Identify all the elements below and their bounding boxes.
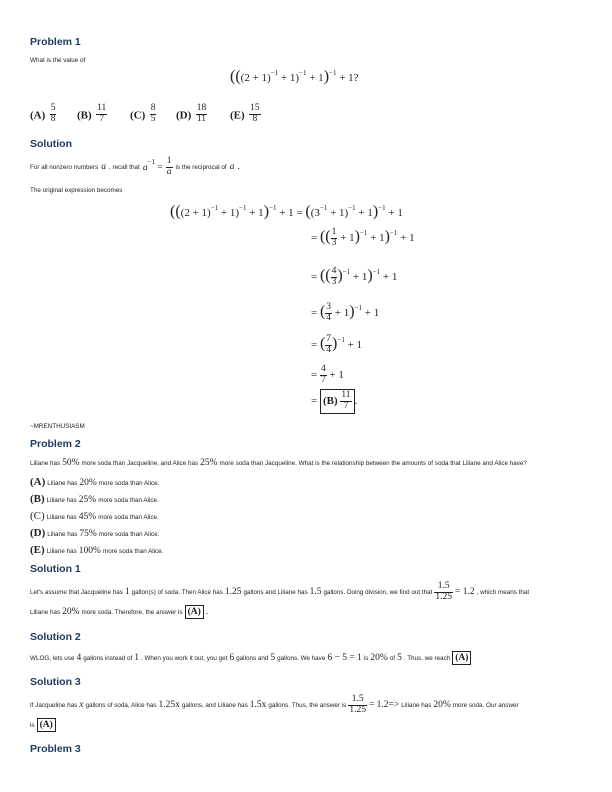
derivation-line-4: = ( $\frac{3}{4}$ + 1)$^{-1}$ + 1 [311,302,380,323]
ratio-fraction: $\frac{1.5}{1.25}$ [349,694,366,715]
problem-1-choice-e [230,104,261,125]
problem-2-choice-a: (A) Liliane has 20% more soda than Alice. [30,476,160,488]
choice-letter: (D) [176,109,192,122]
derivation-line-7: = (B) $\frac{11}{7}$ . [311,389,357,414]
intro-text: For all nonzero numbers [30,163,99,171]
problem-1-question: What is the value of [30,57,86,64]
answer-box: (A) [452,651,471,665]
answer-box: (A) [185,605,204,619]
solution-2-heading: Solution 2 [30,631,81,643]
solution-author: ~MRENTHUSIASM [30,423,85,430]
problem-1-choice-c [130,104,156,125]
problem-2-heading: Problem 2 [30,438,81,450]
choice-fraction: $\frac{15}{8}$ [250,103,260,124]
choice-fraction: $\frac{5}{8}$ [50,103,56,124]
solution-3-heading: Solution 3 [30,676,81,688]
problem-2-choice-b: (B) Liliane has 25% more soda than Alice. [30,493,159,505]
var-a: a [229,162,235,173]
choice-letter: (B) [77,109,92,122]
reciprocal-fraction: $\frac{1}{a}$ [166,156,172,177]
var-a: a [101,162,106,173]
problem-2-choice-e: (E) Liliane has 100% more soda than Alice. [30,544,164,556]
choice-letter: (A) [30,109,46,122]
problem-1-choices [30,104,56,125]
intro-text: is the reciprocal of [175,163,227,171]
choice-fraction: $\frac{11}{7}$ [97,103,107,124]
solution-2-line: WLOG, lets use 4 gallons instead of 1 . When you work it out, you get 6 gallons and 5 gallons. We have 6 − 5 = 1 is 20% of 5 . Thus, we reach (A) [30,651,471,665]
derivation-line-6: = $\frac{4}{7}$ + 1 [311,364,344,385]
choice-fraction: $\frac{18}{11}$ [196,103,207,124]
solution-3-line-2: is (A) [30,718,56,732]
problem-2-choice-c: (C) Liliane has 45% more soda than Alice. [30,510,159,522]
derivation-line-3: = (( $\frac{4}{3}$ )$^{-1}$ + 1)$^{-1}$ + 1 [311,266,398,287]
derivation-line-2: = (( $\frac{1}{3}$ + 1)$^{-1}$ + 1)$^{-1}$ + 1 [311,227,415,248]
choice-letter: (C) [130,109,146,122]
solution-intro: For all nonzero numbers a , recall that $a^{-1}$ = $\frac{1}{a}$ is the reciprocal of a . [30,156,240,177]
problem-2-question: Liliane has 50% more soda than Jacqueline, and Alice has 25% more soda than Jacqueline. What is the relationship between the amounts of soda that Liliane and Alice have? [30,458,527,468]
problem-1-choice-b [77,104,107,125]
derivation-line-1: $(((2 + 1)^{-1} + 1)^{-1} + 1)^{-1} + 1 = ((3^{-1} + 1)^{-1} + 1)^{-1} + 1$ [170,203,403,220]
problem-3-heading: Problem 3 [30,743,81,755]
derivation-line-5: = ( $\frac{7}{4}$ )$^{-1}$ + 1 [311,334,363,355]
solution-1-heading: Solution 1 [30,563,81,575]
problem-1-choice-d [176,104,207,125]
intro-text: , recall that [109,163,140,171]
choice-letter: (E) [230,109,245,122]
problem-2-choice-d: (D) Liliane has 75% more soda than Alice. [30,527,160,539]
final-answer-box: (B) $\frac{11}{7}$ [320,389,355,414]
solution-heading: Solution [30,138,72,150]
solution-becomes: The original expression becomes [30,187,123,194]
solution-3-line-1: If Jacqueline has x gallons of soda, Alice has 1.25x gallons, and Liliane has 1.5x gallons. Thus, the answer is $\frac{1.5}{1.25}$ = 1.2=> Liliane has 20% more soda. Our answer [30,694,519,715]
var-a: a [142,162,148,173]
solution-1-line-2: Liliane has 20% more soda. Therefore, the answer is (A) . [30,607,209,617]
solution-1-line-1: Let's assume that Jacqueline has 1 gallon(s) of soda. Then Alice has 1.25 gallons and Liliane has 1.5 gallons. Doing division, we find out that $\frac{1.5}{1.25}$ = 1.2 , which means that [30,581,530,602]
choice-fraction: $\frac{8}{5}$ [150,103,156,124]
ratio-fraction: $\frac{1.5}{1.25}$ [435,581,452,602]
problem-1-expression: $(((2 + 1)^{-1} + 1)^{-1} + 1)^{-1} + 1$? [230,68,359,85]
answer-box: (A) [37,718,56,732]
problem-1-heading: Problem 1 [30,36,81,48]
